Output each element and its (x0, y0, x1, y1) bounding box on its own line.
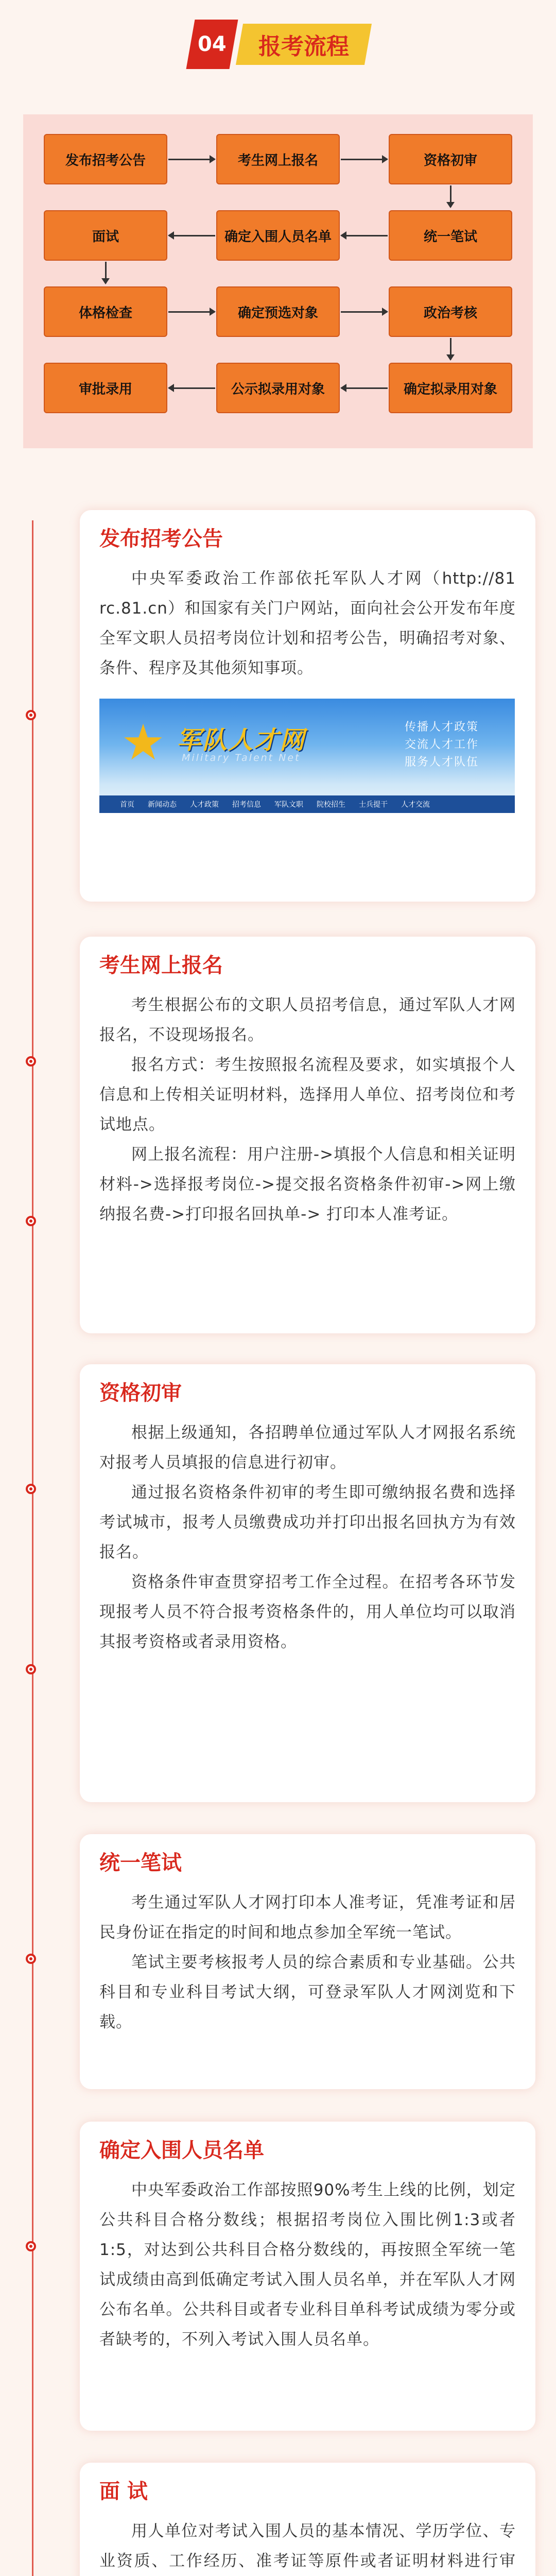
banner-subtitle: Military Talent Net (182, 752, 301, 764)
banner-logo-text: 军队人才网 (177, 726, 306, 755)
flow-step-4: 统一笔试 (389, 210, 512, 261)
flow-arrow-down (450, 185, 451, 207)
step-paragraph: 网上报名流程：用户注册->填报个人信息和相关证明材料->选择报考岗位->提交报名资格条件初审->网上缴纳报名费->打印报名回执单-> 打印本人准考证。 (99, 1145, 516, 1224)
step-card-online-registration (80, 937, 535, 1333)
step-paragraph: 中央军委政治工作部依托军队人才网（http://81 rc.81.cn）和国家有关门户网站，面向社会公开发布年度全军文职人员招考岗位计划和招考公告，明确招考对象、条件、程序及其他须知事项。 (99, 569, 516, 677)
flow-arrow-left (341, 235, 388, 236)
step-title: 面 试 (99, 2480, 148, 2503)
flow-arrow-left (341, 387, 388, 389)
banner-slogan: 传播人才政策 (404, 721, 479, 734)
banner-nav-item: 新闻动态 (148, 801, 177, 809)
banner-nav-item: 人才交流 (401, 801, 430, 809)
flow-step-3: 资格初审 (389, 134, 512, 184)
timeline-line (32, 520, 33, 2576)
section-title-badge (236, 24, 372, 65)
step-paragraph: 通过报名资格条件初审的考生即可缴纳报名费和选择考试城市，报考人员缴费成功并打印出报名回执方为有效报名。 (99, 1483, 516, 1562)
timeline-dot (26, 1664, 36, 1674)
flow-step-6: 面试 (44, 210, 167, 261)
flow-arrow-left (169, 235, 215, 236)
timeline-dot (26, 2241, 36, 2251)
step-title: 资格初审 (99, 1381, 182, 1405)
step-title: 统一笔试 (99, 1851, 182, 1875)
step-paragraph: 考生通过军队人才网打印本人准考证，凭准考证和居民身份证在指定的时间和地点参加全军统一笔试。 (99, 1893, 516, 1942)
step-card-written-exam (80, 1834, 535, 2089)
flow-arrow-down (105, 262, 107, 283)
banner-slogan: 服务人才队伍 (404, 756, 479, 769)
flow-step-10: 确定拟录用对象 (389, 363, 512, 413)
timeline-dot (26, 710, 36, 720)
banner-nav-item: 军队文职 (274, 801, 303, 809)
banner-nav (99, 795, 515, 813)
timeline-dot (26, 1484, 36, 1494)
flow-step-2: 考生网上报名 (216, 134, 340, 184)
flow-arrow-left (169, 387, 215, 389)
flow-step-11: 公示拟录用对象 (216, 363, 340, 413)
flow-arrow-right (168, 159, 215, 160)
step-paragraph: 中央军委政治工作部按照90%考生上线的比例，划定公共科目合格分数线；根据招考岗位入围比例1:3或者1:5，对达到公共科目合格分数线的，再按照全军统一笔试成绩由高到低确定考试入围人员名单，并在军队人才网公布名单。公共科目或者专业科目单科考试成绩为零分或者缺考的，不列入考试入围人员名单。 (99, 2181, 516, 2349)
step-paragraph: 考生根据公布的文职人员招考信息，通过军队人才网报名，不设现场报名。 (99, 996, 516, 1044)
banner-nav-item: 院校招生 (317, 801, 345, 809)
section-number-badge (186, 20, 238, 69)
step-paragraph: 资格条件审查贯穿招考工作全过程。在招考各环节发现报考人员不符合报考资格条件的，用人单位均可以取消其报考资格或者录用资格。 (99, 1573, 516, 1651)
step-paragraph: 根据上级通知，各招聘单位通过军队人才网报名系统对报考人员填报的信息进行初审。 (99, 1423, 516, 1472)
banner-nav-item: 士兵提干 (359, 801, 388, 809)
timeline-dot (26, 1954, 36, 1964)
flow-step-12: 审批录用 (44, 363, 167, 413)
flow-step-5: 确定入围人员名单 (216, 210, 340, 261)
flow-step-1: 发布招考公告 (44, 134, 167, 184)
banner-nav-item: 首页 (120, 801, 134, 809)
section-number: 04 (198, 32, 227, 56)
banner-nav-item: 人才政策 (190, 801, 219, 809)
step-card-announcement (80, 510, 535, 902)
timeline-dot (26, 1216, 36, 1226)
step-title: 发布招考公告 (99, 527, 223, 551)
flow-step-8: 确定预选对象 (216, 286, 340, 337)
step-title: 考生网上报名 (99, 954, 223, 977)
flow-step-9: 政治考核 (389, 286, 512, 337)
step-paragraph: 用人单位对考试入围人员的基本情况、学历学位、专业资质、工作经历、准考证等原件或者证明材料进行审 (99, 2522, 516, 2570)
timeline-dot (26, 1056, 36, 1066)
section-header (190, 20, 376, 69)
banner-slogan: 交流人才工作 (404, 738, 479, 751)
step-card-shortlist (80, 2122, 535, 2431)
star-emblem-icon: ★ (120, 714, 166, 771)
flow-arrow-right (341, 159, 387, 160)
section-title: 报考流程 (258, 33, 349, 60)
step-paragraph: 笔试主要考核报考人员的综合素质和专业基础。公共科目和专业科目考试大纲，可登录军队人才网浏览和下载。 (99, 1953, 516, 2031)
step-paragraph: 报名方式：考生按照报名流程及要求，如实填报个人信息和上传相关证明材料，选择用人单位、招考岗位和考试地点。 (99, 1056, 516, 1134)
process-flowchart (23, 114, 533, 448)
step-title: 确定入围人员名单 (99, 2139, 264, 2162)
flow-arrow-right (341, 311, 387, 313)
step-card-initial-review (80, 1364, 535, 1802)
step-card-interview (80, 2463, 535, 2576)
flow-arrow-right (168, 311, 215, 313)
flow-step-7: 体格检查 (44, 286, 167, 337)
flow-arrow-down (450, 338, 451, 360)
military-talent-net-banner (99, 699, 515, 813)
banner-nav-item: 招考信息 (232, 801, 261, 809)
